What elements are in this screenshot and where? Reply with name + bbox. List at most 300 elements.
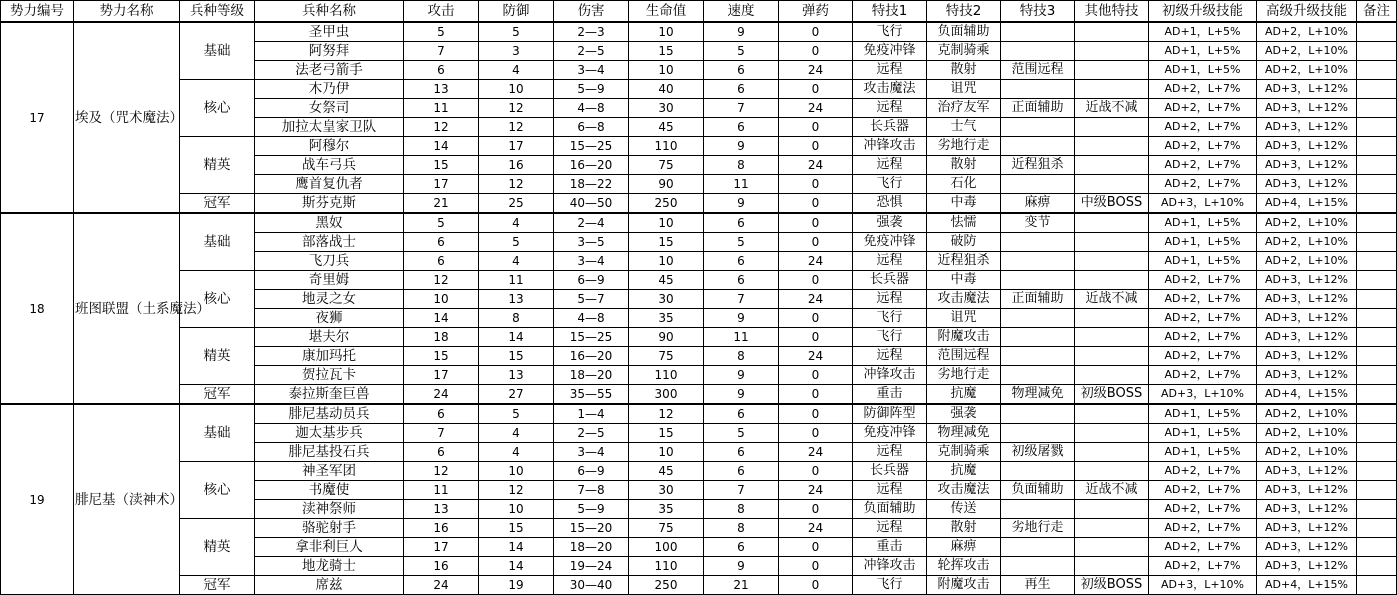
attack-cell[interactable]: 16 xyxy=(404,557,479,576)
skill-3-cell[interactable]: 近程狙杀 xyxy=(1001,156,1075,175)
health-cell[interactable]: 10 xyxy=(629,213,704,233)
defense-cell[interactable]: 15 xyxy=(479,519,554,538)
basic-upgrade-cell[interactable]: AD+1，L+5% xyxy=(1149,42,1257,61)
unit-name-cell[interactable]: 书魔使 xyxy=(255,481,404,500)
skill-3-cell[interactable] xyxy=(1001,462,1075,481)
ammo-cell[interactable]: 0 xyxy=(779,271,853,290)
ammo-cell[interactable]: 0 xyxy=(779,462,853,481)
basic-upgrade-cell[interactable]: AD+3，L+10% xyxy=(1149,194,1257,214)
skill-3-cell[interactable] xyxy=(1001,233,1075,252)
header-skill-3[interactable]: 特技3 xyxy=(1001,1,1075,23)
defense-cell[interactable]: 10 xyxy=(479,462,554,481)
ammo-cell[interactable]: 0 xyxy=(779,538,853,557)
other-skill-cell[interactable] xyxy=(1075,462,1149,481)
speed-cell[interactable]: 11 xyxy=(704,175,779,194)
damage-cell[interactable]: 16—20 xyxy=(554,347,629,366)
health-cell[interactable]: 30 xyxy=(629,481,704,500)
attack-cell[interactable]: 7 xyxy=(404,42,479,61)
advanced-upgrade-cell[interactable]: AD+3，L+12% xyxy=(1257,538,1357,557)
speed-cell[interactable]: 6 xyxy=(704,404,779,424)
damage-cell[interactable]: 35—55 xyxy=(554,385,629,405)
skill-1-cell[interactable]: 免疫冲锋 xyxy=(853,424,927,443)
advanced-upgrade-cell[interactable]: AD+3，L+12% xyxy=(1257,290,1357,309)
speed-cell[interactable]: 6 xyxy=(704,118,779,137)
unit-name-cell[interactable]: 女祭司 xyxy=(255,99,404,118)
health-cell[interactable]: 110 xyxy=(629,557,704,576)
advanced-upgrade-cell[interactable]: AD+2，L+10% xyxy=(1257,424,1357,443)
faction-number-cell[interactable]: 17 xyxy=(1,22,74,213)
tier-cell[interactable]: 基础 xyxy=(180,22,255,80)
defense-cell[interactable]: 3 xyxy=(479,42,554,61)
damage-cell[interactable]: 6—9 xyxy=(554,462,629,481)
skill-3-cell[interactable] xyxy=(1001,80,1075,99)
header-unit-tier[interactable]: 兵种等级 xyxy=(180,1,255,23)
speed-cell[interactable]: 6 xyxy=(704,61,779,80)
unit-name-cell[interactable]: 腓尼基投石兵 xyxy=(255,443,404,462)
attack-cell[interactable]: 14 xyxy=(404,309,479,328)
unit-name-cell[interactable]: 斯芬克斯 xyxy=(255,194,404,214)
other-skill-cell[interactable]: 初级BOSS xyxy=(1075,385,1149,405)
skill-3-cell[interactable]: 正面辅助 xyxy=(1001,99,1075,118)
defense-cell[interactable]: 12 xyxy=(479,99,554,118)
header-unit-name[interactable]: 兵种名称 xyxy=(255,1,404,23)
health-cell[interactable]: 12 xyxy=(629,404,704,424)
attack-cell[interactable]: 6 xyxy=(404,61,479,80)
skill-2-cell[interactable]: 士气 xyxy=(927,118,1001,137)
attack-cell[interactable]: 15 xyxy=(404,156,479,175)
skill-3-cell[interactable]: 范围远程 xyxy=(1001,61,1075,80)
skill-2-cell[interactable]: 散射 xyxy=(927,61,1001,80)
advanced-upgrade-cell[interactable]: AD+3，L+12% xyxy=(1257,309,1357,328)
skill-3-cell[interactable] xyxy=(1001,328,1075,347)
health-cell[interactable]: 10 xyxy=(629,252,704,271)
ammo-cell[interactable]: 24 xyxy=(779,290,853,309)
attack-cell[interactable]: 5 xyxy=(404,22,479,42)
other-skill-cell[interactable] xyxy=(1075,271,1149,290)
defense-cell[interactable]: 25 xyxy=(479,194,554,214)
defense-cell[interactable]: 19 xyxy=(479,576,554,595)
skill-1-cell[interactable]: 重击 xyxy=(853,385,927,405)
skill-2-cell[interactable]: 劣地行走 xyxy=(927,366,1001,385)
other-skill-cell[interactable] xyxy=(1075,252,1149,271)
damage-cell[interactable]: 3—4 xyxy=(554,252,629,271)
faction-number-cell[interactable]: 19 xyxy=(1,404,74,595)
attack-cell[interactable]: 12 xyxy=(404,271,479,290)
header-defense[interactable]: 防御 xyxy=(479,1,554,23)
notes-cell[interactable] xyxy=(1357,366,1397,385)
attack-cell[interactable]: 17 xyxy=(404,538,479,557)
health-cell[interactable]: 10 xyxy=(629,22,704,42)
skill-2-cell[interactable]: 破防 xyxy=(927,233,1001,252)
health-cell[interactable]: 75 xyxy=(629,519,704,538)
advanced-upgrade-cell[interactable]: AD+2，L+10% xyxy=(1257,252,1357,271)
skill-2-cell[interactable]: 轮挥攻击 xyxy=(927,557,1001,576)
speed-cell[interactable]: 9 xyxy=(704,309,779,328)
damage-cell[interactable]: 19—24 xyxy=(554,557,629,576)
attack-cell[interactable]: 17 xyxy=(404,366,479,385)
notes-cell[interactable] xyxy=(1357,328,1397,347)
unit-name-cell[interactable]: 席兹 xyxy=(255,576,404,595)
skill-3-cell[interactable] xyxy=(1001,538,1075,557)
health-cell[interactable]: 35 xyxy=(629,309,704,328)
speed-cell[interactable]: 7 xyxy=(704,99,779,118)
damage-cell[interactable]: 7—8 xyxy=(554,481,629,500)
skill-3-cell[interactable]: 变节 xyxy=(1001,213,1075,233)
skill-1-cell[interactable]: 免疫冲锋 xyxy=(853,42,927,61)
notes-cell[interactable] xyxy=(1357,519,1397,538)
basic-upgrade-cell[interactable]: AD+2，L+7% xyxy=(1149,118,1257,137)
attack-cell[interactable]: 18 xyxy=(404,328,479,347)
skill-1-cell[interactable]: 飞行 xyxy=(853,328,927,347)
unit-name-cell[interactable]: 部落战士 xyxy=(255,233,404,252)
skill-2-cell[interactable]: 附魔攻击 xyxy=(927,576,1001,595)
attack-cell[interactable]: 15 xyxy=(404,347,479,366)
ammo-cell[interactable]: 24 xyxy=(779,443,853,462)
other-skill-cell[interactable] xyxy=(1075,118,1149,137)
speed-cell[interactable]: 6 xyxy=(704,462,779,481)
defense-cell[interactable]: 27 xyxy=(479,385,554,405)
other-skill-cell[interactable] xyxy=(1075,366,1149,385)
skill-3-cell[interactable]: 初级屠戮 xyxy=(1001,443,1075,462)
advanced-upgrade-cell[interactable]: AD+3，L+12% xyxy=(1257,500,1357,519)
skill-2-cell[interactable]: 诅咒 xyxy=(927,309,1001,328)
damage-cell[interactable]: 2—3 xyxy=(554,22,629,42)
defense-cell[interactable]: 15 xyxy=(479,347,554,366)
basic-upgrade-cell[interactable]: AD+2，L+7% xyxy=(1149,271,1257,290)
basic-upgrade-cell[interactable]: AD+1，L+5% xyxy=(1149,424,1257,443)
advanced-upgrade-cell[interactable]: AD+3，L+12% xyxy=(1257,137,1357,156)
speed-cell[interactable]: 8 xyxy=(704,347,779,366)
unit-name-cell[interactable]: 腓尼基动员兵 xyxy=(255,404,404,424)
defense-cell[interactable]: 12 xyxy=(479,175,554,194)
damage-cell[interactable]: 4—8 xyxy=(554,309,629,328)
skill-2-cell[interactable]: 克制骑乘 xyxy=(927,42,1001,61)
skill-3-cell[interactable]: 正面辅助 xyxy=(1001,290,1075,309)
skill-2-cell[interactable]: 强袭 xyxy=(927,404,1001,424)
skill-3-cell[interactable] xyxy=(1001,309,1075,328)
defense-cell[interactable]: 16 xyxy=(479,156,554,175)
basic-upgrade-cell[interactable]: AD+2，L+7% xyxy=(1149,347,1257,366)
attack-cell[interactable]: 6 xyxy=(404,252,479,271)
ammo-cell[interactable]: 0 xyxy=(779,424,853,443)
unit-name-cell[interactable]: 圣甲虫 xyxy=(255,22,404,42)
basic-upgrade-cell[interactable]: AD+3，L+10% xyxy=(1149,576,1257,595)
skill-1-cell[interactable]: 冲锋攻击 xyxy=(853,557,927,576)
tier-cell[interactable]: 精英 xyxy=(180,328,255,385)
tier-cell[interactable]: 冠军 xyxy=(180,576,255,595)
skill-2-cell[interactable]: 怯懦 xyxy=(927,213,1001,233)
ammo-cell[interactable]: 24 xyxy=(779,99,853,118)
advanced-upgrade-cell[interactable]: AD+2，L+10% xyxy=(1257,404,1357,424)
notes-cell[interactable] xyxy=(1357,404,1397,424)
advanced-upgrade-cell[interactable]: AD+2，L+10% xyxy=(1257,61,1357,80)
health-cell[interactable]: 10 xyxy=(629,61,704,80)
skill-2-cell[interactable]: 治疗友军 xyxy=(927,99,1001,118)
notes-cell[interactable] xyxy=(1357,118,1397,137)
basic-upgrade-cell[interactable]: AD+2，L+7% xyxy=(1149,175,1257,194)
speed-cell[interactable]: 6 xyxy=(704,252,779,271)
defense-cell[interactable]: 5 xyxy=(479,404,554,424)
notes-cell[interactable] xyxy=(1357,175,1397,194)
speed-cell[interactable]: 5 xyxy=(704,424,779,443)
defense-cell[interactable]: 10 xyxy=(479,500,554,519)
ammo-cell[interactable]: 0 xyxy=(779,22,853,42)
other-skill-cell[interactable]: 中级BOSS xyxy=(1075,194,1149,214)
speed-cell[interactable]: 6 xyxy=(704,80,779,99)
skill-1-cell[interactable]: 防御阵型 xyxy=(853,404,927,424)
other-skill-cell[interactable] xyxy=(1075,61,1149,80)
other-skill-cell[interactable] xyxy=(1075,309,1149,328)
ammo-cell[interactable]: 24 xyxy=(779,347,853,366)
health-cell[interactable]: 45 xyxy=(629,118,704,137)
skill-2-cell[interactable]: 石化 xyxy=(927,175,1001,194)
unit-name-cell[interactable]: 木乃伊 xyxy=(255,80,404,99)
skill-3-cell[interactable] xyxy=(1001,252,1075,271)
skill-2-cell[interactable]: 附魔攻击 xyxy=(927,328,1001,347)
other-skill-cell[interactable] xyxy=(1075,42,1149,61)
skill-2-cell[interactable]: 麻痹 xyxy=(927,538,1001,557)
health-cell[interactable]: 30 xyxy=(629,99,704,118)
health-cell[interactable]: 45 xyxy=(629,271,704,290)
speed-cell[interactable]: 5 xyxy=(704,233,779,252)
attack-cell[interactable]: 10 xyxy=(404,290,479,309)
health-cell[interactable]: 100 xyxy=(629,538,704,557)
unit-name-cell[interactable]: 地灵之女 xyxy=(255,290,404,309)
ammo-cell[interactable]: 0 xyxy=(779,557,853,576)
damage-cell[interactable]: 18—22 xyxy=(554,175,629,194)
ammo-cell[interactable]: 0 xyxy=(779,500,853,519)
speed-cell[interactable]: 7 xyxy=(704,481,779,500)
other-skill-cell[interactable] xyxy=(1075,443,1149,462)
notes-cell[interactable] xyxy=(1357,156,1397,175)
skill-1-cell[interactable]: 重击 xyxy=(853,538,927,557)
defense-cell[interactable]: 11 xyxy=(479,271,554,290)
other-skill-cell[interactable] xyxy=(1075,213,1149,233)
notes-cell[interactable] xyxy=(1357,290,1397,309)
attack-cell[interactable]: 11 xyxy=(404,99,479,118)
skill-1-cell[interactable]: 强袭 xyxy=(853,213,927,233)
defense-cell[interactable]: 5 xyxy=(479,22,554,42)
other-skill-cell[interactable] xyxy=(1075,328,1149,347)
basic-upgrade-cell[interactable]: AD+2，L+7% xyxy=(1149,519,1257,538)
skill-1-cell[interactable]: 远程 xyxy=(853,519,927,538)
advanced-upgrade-cell[interactable]: AD+3，L+12% xyxy=(1257,462,1357,481)
health-cell[interactable]: 35 xyxy=(629,500,704,519)
other-skill-cell[interactable] xyxy=(1075,500,1149,519)
header-damage[interactable]: 伤害 xyxy=(554,1,629,23)
header-ammo[interactable]: 弹药 xyxy=(779,1,853,23)
unit-name-cell[interactable]: 泰拉斯奎巨兽 xyxy=(255,385,404,405)
header-skill-1[interactable]: 特技1 xyxy=(853,1,927,23)
skill-2-cell[interactable]: 克制骑乘 xyxy=(927,443,1001,462)
defense-cell[interactable]: 14 xyxy=(479,328,554,347)
unit-name-cell[interactable]: 夜狮 xyxy=(255,309,404,328)
health-cell[interactable]: 300 xyxy=(629,385,704,405)
faction-name-cell[interactable]: 腓尼基（渎神术） xyxy=(74,404,180,595)
skill-1-cell[interactable]: 负面辅助 xyxy=(853,500,927,519)
other-skill-cell[interactable]: 近战不减 xyxy=(1075,481,1149,500)
basic-upgrade-cell[interactable]: AD+1，L+5% xyxy=(1149,233,1257,252)
damage-cell[interactable]: 5—9 xyxy=(554,500,629,519)
tier-cell[interactable]: 核心 xyxy=(180,80,255,137)
damage-cell[interactable]: 6—9 xyxy=(554,271,629,290)
unit-name-cell[interactable]: 鹰首复仇者 xyxy=(255,175,404,194)
basic-upgrade-cell[interactable]: AD+2，L+7% xyxy=(1149,80,1257,99)
advanced-upgrade-cell[interactable]: AD+3，L+12% xyxy=(1257,328,1357,347)
damage-cell[interactable]: 5—9 xyxy=(554,80,629,99)
unit-name-cell[interactable]: 黑奴 xyxy=(255,213,404,233)
damage-cell[interactable]: 30—40 xyxy=(554,576,629,595)
health-cell[interactable]: 250 xyxy=(629,194,704,214)
other-skill-cell[interactable]: 近战不减 xyxy=(1075,99,1149,118)
skill-2-cell[interactable]: 中毒 xyxy=(927,271,1001,290)
defense-cell[interactable]: 17 xyxy=(479,137,554,156)
notes-cell[interactable] xyxy=(1357,61,1397,80)
unit-name-cell[interactable]: 拿非利巨人 xyxy=(255,538,404,557)
skill-2-cell[interactable]: 传送 xyxy=(927,500,1001,519)
skill-2-cell[interactable]: 中毒 xyxy=(927,194,1001,214)
ammo-cell[interactable]: 24 xyxy=(779,481,853,500)
health-cell[interactable]: 10 xyxy=(629,443,704,462)
unit-name-cell[interactable]: 法老弓箭手 xyxy=(255,61,404,80)
damage-cell[interactable]: 18—20 xyxy=(554,366,629,385)
defense-cell[interactable]: 13 xyxy=(479,366,554,385)
basic-upgrade-cell[interactable]: AD+2，L+7% xyxy=(1149,328,1257,347)
attack-cell[interactable]: 5 xyxy=(404,213,479,233)
health-cell[interactable]: 45 xyxy=(629,462,704,481)
other-skill-cell[interactable] xyxy=(1075,404,1149,424)
skill-1-cell[interactable]: 远程 xyxy=(853,481,927,500)
skill-1-cell[interactable]: 长兵器 xyxy=(853,462,927,481)
other-skill-cell[interactable]: 近战不减 xyxy=(1075,290,1149,309)
attack-cell[interactable]: 16 xyxy=(404,519,479,538)
skill-2-cell[interactable]: 抗魔 xyxy=(927,462,1001,481)
speed-cell[interactable]: 8 xyxy=(704,500,779,519)
unit-name-cell[interactable]: 地龙骑士 xyxy=(255,557,404,576)
skill-1-cell[interactable]: 远程 xyxy=(853,347,927,366)
basic-upgrade-cell[interactable]: AD+2，L+7% xyxy=(1149,481,1257,500)
skill-3-cell[interactable]: 麻痹 xyxy=(1001,194,1075,214)
other-skill-cell[interactable] xyxy=(1075,156,1149,175)
notes-cell[interactable] xyxy=(1357,424,1397,443)
ammo-cell[interactable]: 0 xyxy=(779,328,853,347)
skill-1-cell[interactable]: 冲锋攻击 xyxy=(853,137,927,156)
basic-upgrade-cell[interactable]: AD+2，L+7% xyxy=(1149,462,1257,481)
attack-cell[interactable]: 6 xyxy=(404,404,479,424)
advanced-upgrade-cell[interactable]: AD+4，L+15% xyxy=(1257,576,1357,595)
health-cell[interactable]: 110 xyxy=(629,137,704,156)
ammo-cell[interactable]: 0 xyxy=(779,80,853,99)
health-cell[interactable]: 90 xyxy=(629,328,704,347)
damage-cell[interactable]: 15—20 xyxy=(554,519,629,538)
skill-3-cell[interactable] xyxy=(1001,22,1075,42)
skill-2-cell[interactable]: 抗魔 xyxy=(927,385,1001,405)
notes-cell[interactable] xyxy=(1357,481,1397,500)
unit-name-cell[interactable]: 飞刀兵 xyxy=(255,252,404,271)
defense-cell[interactable]: 4 xyxy=(479,213,554,233)
speed-cell[interactable]: 9 xyxy=(704,22,779,42)
speed-cell[interactable]: 9 xyxy=(704,385,779,405)
notes-cell[interactable] xyxy=(1357,443,1397,462)
basic-upgrade-cell[interactable]: AD+3，L+10% xyxy=(1149,385,1257,405)
ammo-cell[interactable]: 0 xyxy=(779,233,853,252)
unit-name-cell[interactable]: 贺拉瓦卡 xyxy=(255,366,404,385)
tier-cell[interactable]: 基础 xyxy=(180,404,255,462)
health-cell[interactable]: 30 xyxy=(629,290,704,309)
advanced-upgrade-cell[interactable]: AD+3，L+12% xyxy=(1257,271,1357,290)
skill-1-cell[interactable]: 长兵器 xyxy=(853,271,927,290)
unit-name-cell[interactable]: 渎神祭师 xyxy=(255,500,404,519)
tier-cell[interactable]: 精英 xyxy=(180,519,255,576)
basic-upgrade-cell[interactable]: AD+2，L+7% xyxy=(1149,366,1257,385)
basic-upgrade-cell[interactable]: AD+1，L+5% xyxy=(1149,404,1257,424)
skill-3-cell[interactable] xyxy=(1001,42,1075,61)
skill-1-cell[interactable]: 远程 xyxy=(853,61,927,80)
header-faction-number[interactable]: 势力编号 xyxy=(1,1,74,23)
other-skill-cell[interactable] xyxy=(1075,424,1149,443)
skill-3-cell[interactable] xyxy=(1001,347,1075,366)
header-notes[interactable]: 备注 xyxy=(1357,1,1397,23)
attack-cell[interactable]: 21 xyxy=(404,194,479,214)
basic-upgrade-cell[interactable]: AD+1，L+5% xyxy=(1149,61,1257,80)
skill-1-cell[interactable]: 远程 xyxy=(853,99,927,118)
skill-2-cell[interactable]: 散射 xyxy=(927,156,1001,175)
notes-cell[interactable] xyxy=(1357,42,1397,61)
defense-cell[interactable]: 13 xyxy=(479,290,554,309)
skill-1-cell[interactable]: 远程 xyxy=(853,443,927,462)
speed-cell[interactable]: 8 xyxy=(704,156,779,175)
ammo-cell[interactable]: 24 xyxy=(779,61,853,80)
tier-cell[interactable]: 核心 xyxy=(180,271,255,328)
unit-name-cell[interactable]: 战车弓兵 xyxy=(255,156,404,175)
other-skill-cell[interactable]: 初级BOSS xyxy=(1075,576,1149,595)
advanced-upgrade-cell[interactable]: AD+2，L+10% xyxy=(1257,22,1357,42)
damage-cell[interactable]: 6—8 xyxy=(554,118,629,137)
speed-cell[interactable]: 6 xyxy=(704,538,779,557)
defense-cell[interactable]: 14 xyxy=(479,538,554,557)
unit-name-cell[interactable]: 骆驼射手 xyxy=(255,519,404,538)
tier-cell[interactable]: 冠军 xyxy=(180,385,255,405)
health-cell[interactable]: 15 xyxy=(629,424,704,443)
advanced-upgrade-cell[interactable]: AD+2，L+10% xyxy=(1257,213,1357,233)
damage-cell[interactable]: 15—25 xyxy=(554,137,629,156)
notes-cell[interactable] xyxy=(1357,213,1397,233)
unit-name-cell[interactable]: 阿努拜 xyxy=(255,42,404,61)
health-cell[interactable]: 110 xyxy=(629,366,704,385)
skill-3-cell[interactable] xyxy=(1001,271,1075,290)
advanced-upgrade-cell[interactable]: AD+3，L+12% xyxy=(1257,118,1357,137)
skill-3-cell[interactable] xyxy=(1001,557,1075,576)
basic-upgrade-cell[interactable]: AD+2，L+7% xyxy=(1149,500,1257,519)
damage-cell[interactable]: 2—5 xyxy=(554,42,629,61)
other-skill-cell[interactable] xyxy=(1075,80,1149,99)
attack-cell[interactable]: 11 xyxy=(404,481,479,500)
advanced-upgrade-cell[interactable]: AD+3，L+12% xyxy=(1257,347,1357,366)
other-skill-cell[interactable] xyxy=(1075,22,1149,42)
unit-name-cell[interactable]: 加拉太皇家卫队 xyxy=(255,118,404,137)
damage-cell[interactable]: 5—7 xyxy=(554,290,629,309)
notes-cell[interactable] xyxy=(1357,80,1397,99)
speed-cell[interactable]: 9 xyxy=(704,366,779,385)
defense-cell[interactable]: 4 xyxy=(479,424,554,443)
unit-name-cell[interactable]: 迦太基步兵 xyxy=(255,424,404,443)
tier-cell[interactable]: 冠军 xyxy=(180,194,255,214)
notes-cell[interactable] xyxy=(1357,99,1397,118)
basic-upgrade-cell[interactable]: AD+2，L+7% xyxy=(1149,309,1257,328)
damage-cell[interactable]: 16—20 xyxy=(554,156,629,175)
skill-2-cell[interactable]: 散射 xyxy=(927,519,1001,538)
skill-1-cell[interactable]: 远程 xyxy=(853,156,927,175)
